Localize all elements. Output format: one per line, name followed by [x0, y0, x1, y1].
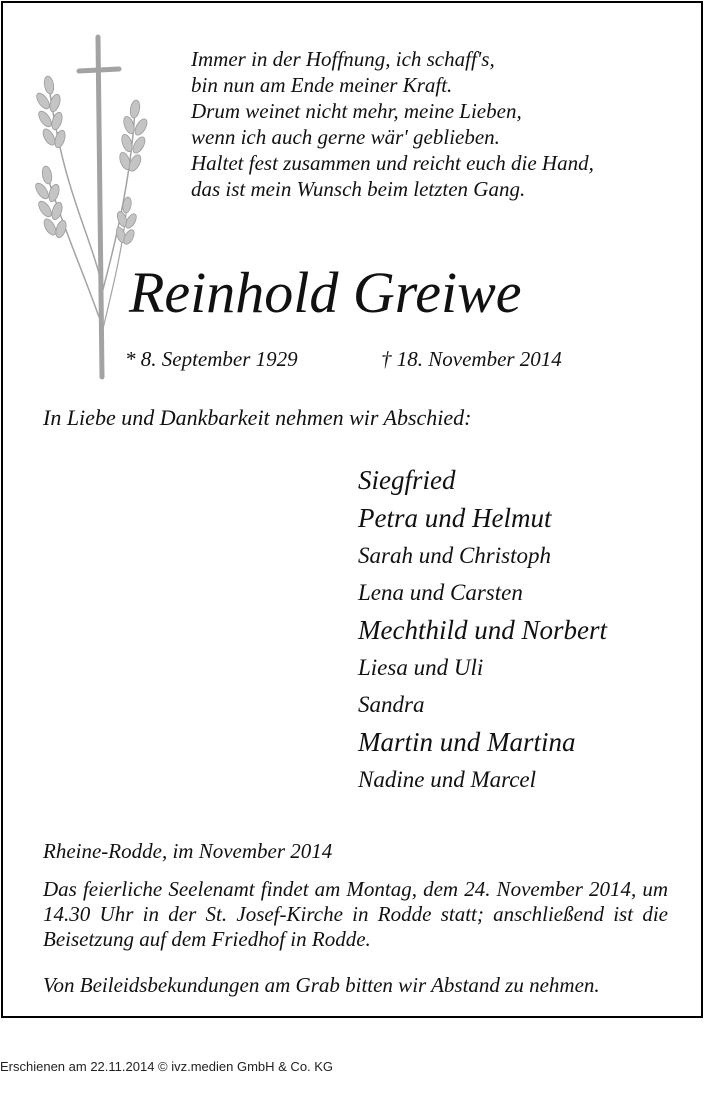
mourners-list	[358, 461, 607, 798]
publication-footer: Erschienen am 22.11.2014 © ivz.medien GmbH & Co. KG	[0, 1059, 334, 1074]
mourner-name: Sandra	[358, 692, 425, 717]
birth-date: * 8. September 1929	[125, 347, 298, 371]
mourner-name: Nadine und Marcel	[358, 767, 537, 792]
poem-line: wenn ich auch gerne wär' geblieben.	[191, 125, 500, 149]
funeral-service-info: Das feierliche Seelenamt findet am Montag, dem 24. November 2014, um 14.30 Uhr in der St. Josef-Kirche in Rodde statt; anschließend ist die Beisetzung auf dem Friedhof in Rodde.	[43, 877, 668, 951]
mourner-name: Liesa und Uli	[358, 655, 484, 680]
mourner-name: Sarah und Christoph	[358, 543, 551, 568]
mourner-name: Petra und Helmut	[358, 503, 552, 533]
poem-line: Drum weinet nicht mehr, meine Lieben,	[191, 99, 522, 123]
obituary-notice	[1, 1, 703, 1018]
mourner-name: Lena und Carsten	[358, 580, 523, 605]
poem-line: das ist mein Wunsch beim letzten Gang.	[191, 177, 526, 201]
cross-with-wheat-icon	[23, 27, 163, 387]
poem	[191, 46, 594, 202]
poem-line: Immer in der Hoffnung, ich schaff's,	[191, 47, 495, 71]
poem-line: bin nun am Ende meiner Kraft.	[191, 73, 453, 97]
farewell-intro: In Liebe und Dankbarkeit nehmen wir Abschied:	[43, 405, 472, 430]
place-and-date: Rheine-Rodde, im November 2014	[43, 839, 333, 863]
mourner-name: Martin und Martina	[358, 727, 576, 757]
mourner-name: Mechthild und Norbert	[358, 615, 607, 645]
poem-line: Haltet fest zusammen und reicht euch die Hand,	[191, 151, 594, 175]
condolence-note: Von Beileidsbekundungen am Grab bitten wir Abstand zu nehmen.	[43, 973, 600, 997]
deceased-name: Reinhold Greiwe	[129, 260, 522, 325]
mourner-name: Siegfried	[358, 465, 456, 495]
death-date: † 18. November 2014	[381, 347, 562, 371]
